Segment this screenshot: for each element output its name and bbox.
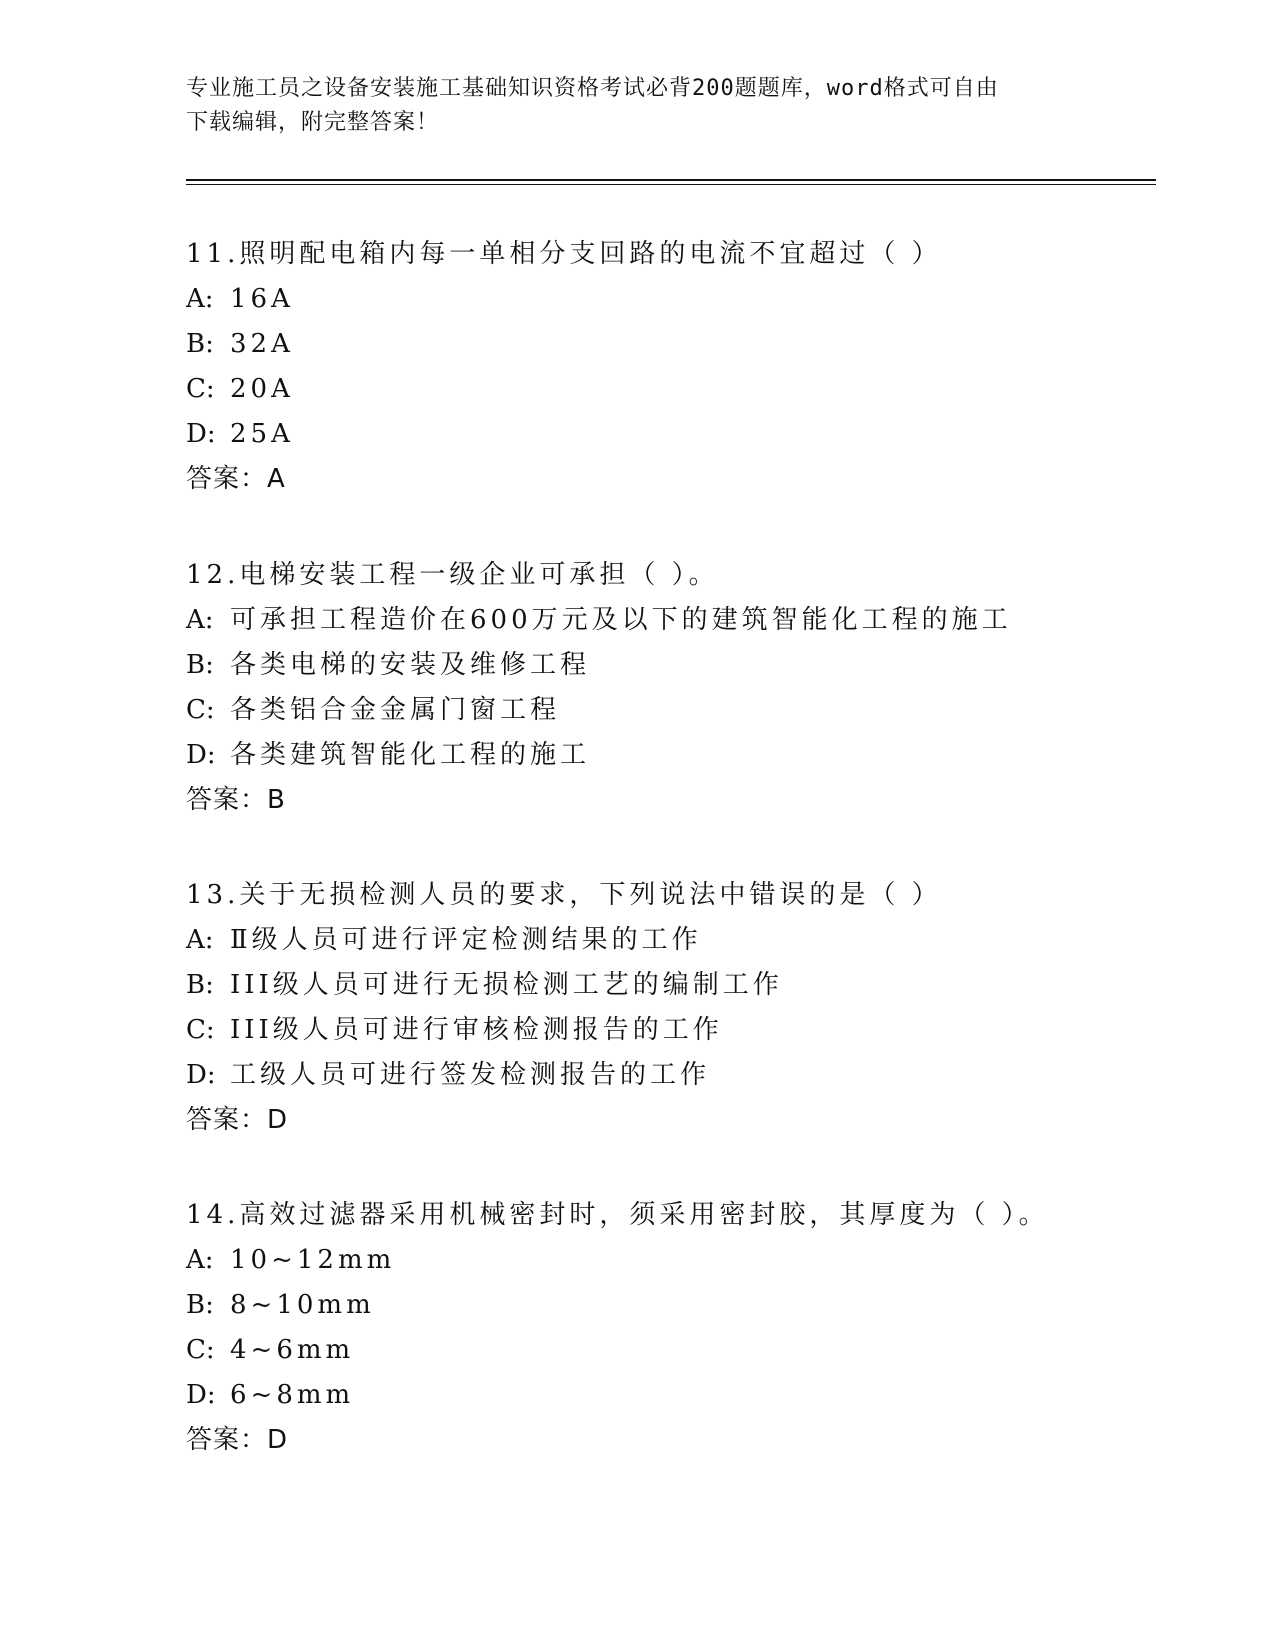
- question-stem: 12.电梯安装工程一级企业可承担（ ）。: [186, 560, 719, 590]
- option-text: 10~12mm: [230, 1245, 396, 1275]
- option-d: [186, 733, 1166, 778]
- answer-line: 答案：D: [186, 1425, 289, 1455]
- option-text: 各类建筑智能化工程的施工: [230, 740, 591, 770]
- option-key: D:: [186, 740, 216, 770]
- option-key: B:: [186, 650, 214, 680]
- option-b: [186, 643, 1166, 688]
- option-text: 4~6mm: [230, 1335, 355, 1365]
- option-key: A:: [186, 925, 214, 955]
- option-a: [186, 1238, 1166, 1283]
- question-stem: 13.关于无损检测人员的要求，下列说法中错误的是（ ）: [186, 880, 942, 910]
- option-d: [186, 412, 1166, 457]
- option-text: 工级人员可进行签发检测报告的工作: [230, 1060, 711, 1090]
- option-key: A:: [186, 1245, 214, 1275]
- option-text: 各类铝合金金属门窗工程: [230, 695, 561, 725]
- option-a: [186, 918, 1166, 963]
- option-key: B:: [186, 1290, 214, 1320]
- option-text: 各类电梯的安装及维修工程: [230, 650, 591, 680]
- header-divider-thin: [186, 184, 1156, 185]
- option-key: B:: [186, 329, 214, 359]
- option-text: Ⅱ级人员可进行评定检测结果的工作: [230, 925, 702, 955]
- option-b: [186, 963, 1166, 1008]
- option-key: B:: [186, 970, 214, 1000]
- option-a: [186, 598, 1166, 643]
- question-12: [186, 553, 1166, 823]
- option-text: 25A: [230, 419, 294, 449]
- option-c: [186, 688, 1166, 733]
- answer-line: 答案：B: [186, 785, 286, 815]
- option-b: [186, 1283, 1166, 1328]
- option-text: 16A: [230, 284, 294, 314]
- option-text: 20A: [230, 374, 294, 404]
- option-key: D:: [186, 1060, 216, 1090]
- option-key: D:: [186, 419, 216, 449]
- option-d: [186, 1373, 1166, 1418]
- option-key: C:: [186, 1015, 215, 1045]
- option-key: D:: [186, 1380, 216, 1410]
- header-line-1: 专业施工员之设备安装施工基础知识资格考试必背200题题库，word格式可自由: [186, 76, 999, 101]
- option-text: III级人员可进行无损检测工艺的编制工作: [230, 970, 783, 1000]
- option-text: 32A: [230, 329, 294, 359]
- header-divider-thick: [186, 179, 1156, 181]
- document-header: [186, 72, 1086, 140]
- option-text: 6~8mm: [230, 1380, 355, 1410]
- option-text: 8~10mm: [230, 1290, 375, 1320]
- header-line-2: 下载编辑，附完整答案！: [186, 110, 440, 135]
- answer-line: 答案：A: [186, 464, 286, 494]
- option-key: C:: [186, 695, 215, 725]
- option-key: A:: [186, 605, 214, 635]
- option-key: A:: [186, 284, 214, 314]
- option-c: [186, 1008, 1166, 1053]
- answer-line: 答案：D: [186, 1105, 289, 1135]
- option-b: [186, 322, 1166, 367]
- option-key: C:: [186, 374, 215, 404]
- question-11: [186, 232, 1166, 502]
- option-c: [186, 1328, 1166, 1373]
- question-stem: 11.照明配电箱内每一单相分支回路的电流不宜超过（ ）: [186, 239, 942, 269]
- question-13: [186, 873, 1166, 1143]
- option-d: [186, 1053, 1166, 1098]
- question-stem: 14.高效过滤器采用机械密封时，须采用密封胶，其厚度为（ ）。: [186, 1200, 1049, 1230]
- option-text: III级人员可进行审核检测报告的工作: [230, 1015, 723, 1045]
- question-14: [186, 1193, 1166, 1463]
- option-a: [186, 277, 1166, 322]
- option-text: 可承担工程造价在600万元及以下的建筑智能化工程的施工: [230, 605, 1012, 635]
- option-key: C:: [186, 1335, 215, 1365]
- option-c: [186, 367, 1166, 412]
